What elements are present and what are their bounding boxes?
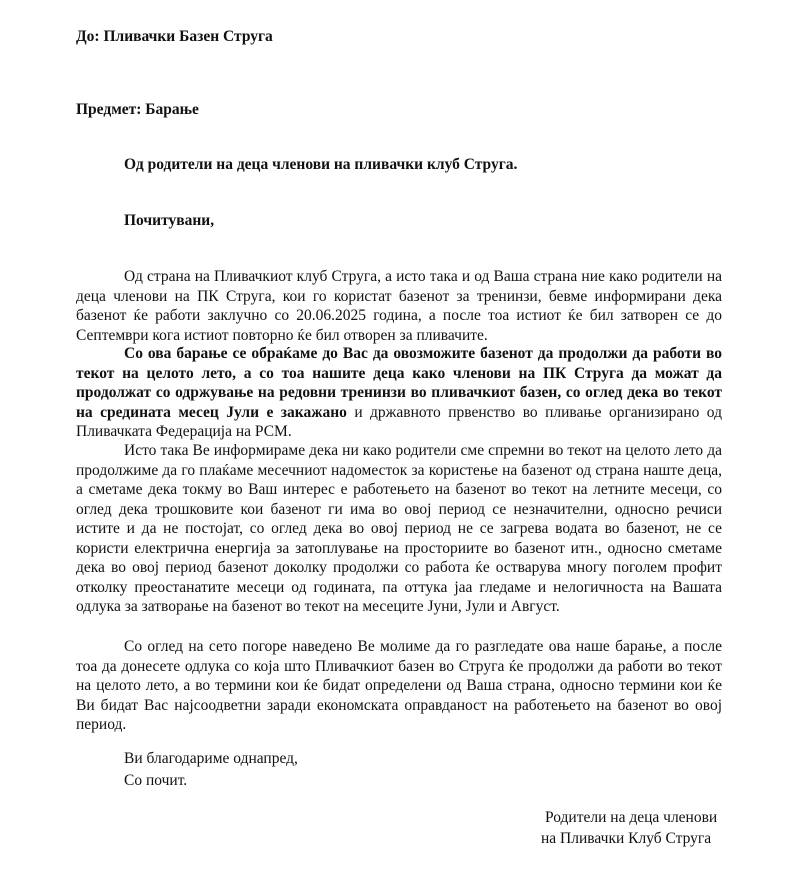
paragraph-2 (76, 344, 722, 442)
paragraph-2-rest: и државното првенство во пливање организирано од Пливачката Федерација на РСМ. (76, 403, 722, 440)
paragraph-4: Со оглед на сето погоре наведено Ве молиме да го разгледате ова наше барање, а после тоа да донесете одлука со која што Пливачкиот базен во Струга ќе продолжи да работи во текот на целото лето, а во термини кои ќе бидат определени од Ваша страна, односно термини кои ќе Ви бидат Вас најсоодветни заради економската оправданост на работењето на базенот во овој период. (76, 638, 722, 733)
subject-line: Предмет: Барање (76, 101, 199, 118)
sender-line: Од родители на деца членови на пливачки клуб Струга. (124, 156, 518, 173)
signature-line-2: на Пливачки Клуб Струга (541, 830, 712, 847)
paragraph-3: Исто така Ве информираме дека ни како родители сме спремни во текот на целото лето да продолжиме да го плаќаме месечниот надоместок за користење на базенот од страна наште деца, а сметаме дека токму во Ваш интерес е работењето на базенот во текот на летните месеци, со оглед дека трошковите кои базенот ги има во овој период се незначителни, односно речиси истите и да не постојат, со оглед дека во овој период не се загрева водата во базенот, не се користи електрична енергија за затоплување на просториите во базенот итн., односно сметаме дека во овој период базенот доколку продолжи со работа ќе остварува многу поголем профит отколку преостанатите месеци од годината, па оттука јаа гледаме и нелогичноста на Вашата одлука за затворање на базенот во текот на месеците Јуни, Јули и Август. (76, 442, 722, 615)
paragraph-2-emphasis: Со ова барање се обраќаме до Вас да овозможите базенот да продолжи да работи во текот на целото лето, а со тоа нашите деца како членови на ПК Струга да можат да продолжат со одржување на редовни тренинзи во пливачкиот базен, со оглед дека во текот на средината месец Јули е закажано (76, 345, 722, 421)
closing-regards: Со почит. (124, 772, 188, 789)
greeting: Почитувани, (124, 212, 215, 229)
paragraph-1: Од страна на Пливачкиот клуб Струга, а исто така и од Ваша страна ние како родители на деца членови на ПК Струга, кои го користат базенот за тренинзи, бевме информирани дека базенот ќе работи заклучно со 20.06.2025 година, а после тоа истиот ќе бил затворен се до Септември кога истиот повторно ќе бил отворен за пливачите. (76, 268, 722, 344)
recipient-line: До: Пливачки Базен Струга (76, 28, 273, 45)
closing-thanks: Ви благодариме однапред, (124, 750, 298, 767)
signature-line-1: Родители на деца членови (545, 809, 718, 826)
